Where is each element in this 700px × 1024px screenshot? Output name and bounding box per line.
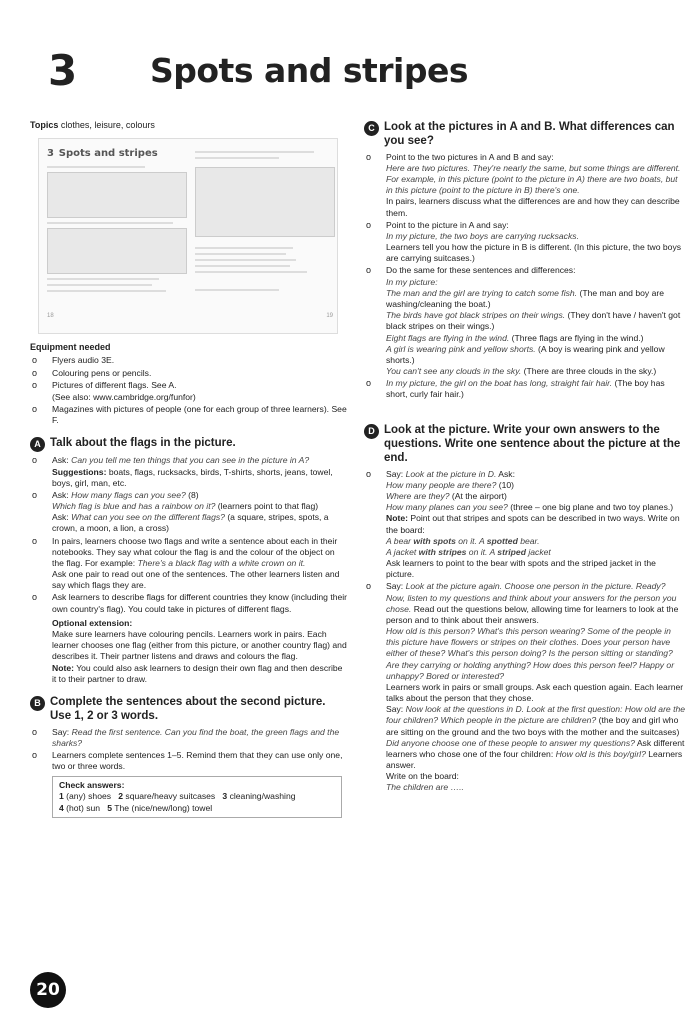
page-thumbnail: 3 Spots and stripes 18 19 — [38, 138, 338, 334]
section-d: D Look at the picture. Write your own answers to the questions. Write one sentence about the picture at the end. o Say: Look at the picture in D. Ask: How many people are there? (10) Where are they? (At the airport) How many planes can you see? (three – one big plane and two toy planes.) Note: Point out that stripes and spots can be described in two ways. Write on the board: A bear with spots on it. A spotted bear. A jacket with stripes on it. A striped jacket Ask learners to point to the bear with spots and the striped jacket in the picture. o Say: Look at the picture again. Choose one person in the picture. Ready? Now, listen to my questions and think about your answers for the person you chose. Read out the questions below, allowing time for learners to look at the person and to think about their answers. How old is this person? What's this person wearing? Some of the people in this picture have flowers or stripes on their clothes. Does your person have either of these? What's this person doing? Is the person sitting or standing? Are they carrying or holding anything? How does this person feel? Happy or unhappy? Bored or interested? Learners work in pairs or small groups. Ask each question again. Each learner talks about the person that they chose. Say: Now look at the questions in D. Look at the first question: How old are the four children? Which people in the picture are children? (the boy and girl who are sitting on the ground and the two boys with the mother and the suitcases) Did anyone choose one of these people to answer my questions? Ask different learners who chose one of the four children: How old is this boy/girl? Learners answer. Write on the board: The children are ….. — [364, 423, 686, 794]
section-a-title: Talk about the flags in the picture. — [50, 437, 236, 450]
section-d-title: Look at the picture. Write your own answers to the questions. Write one sentence about the picture at the end. — [384, 423, 681, 465]
check-answers-box: Check answers: 1 (any) shoes 2 square/heavy suitcases 3 cleaning/washing 4 (hot) sun 5 The (nice/new/long) towel — [52, 776, 342, 818]
unit-title: Spots and stripes — [150, 51, 468, 90]
section-b-badge: B — [30, 696, 45, 711]
equipment-list: o Flyers audio 3E. o Colouring pens or pencils. o Pictures of different flags. See A. (See also: www.cambridge.org/funfor) o Magazines with pictures of people (one for each group of three learners). See F. — [30, 355, 348, 426]
section-c: C Look at the pictures in A and B. What differences can you see? o Point to the two pictures in A and B and say: Here are two pictures. They're nearly the same, but some things are different. For example, in this picture (point to the picture in A) there are two boats, but in this picture (point to the picture in B) there's one. In pairs, learners discuss what the differences are and how they can describe them. o Point to the picture in A and say: In my picture, the two boys are carrying rucksacks. Learners tell you how the picture in B is different. (In this picture, the two boys are carrying suitcases.) o Do the same for these sentences and differences: In my picture: The man and the girl are trying to catch some fish. (The man and boy are washing/cleaning the boat.) The birds have got black stripes on their wings. (They don't have / haven't got black stripes on their wings.) Eight flags are flying in the wind. (Three flags are flying in the wind.) A girl is wearing pink and yellow shorts. (A boy is wearing pink and yellow shorts.) You can't see any clouds in the sky. (There are three clouds in the sky.) o In my picture, the girl on the boat has long, straight fair hair. (The boy has short, curly fair hair.) — [364, 120, 686, 401]
equipment-heading: Equipment needed — [30, 341, 111, 352]
section-b: B Complete the sentences about the second picture. Use 1, 2 or 3 words. o Say: Read the first sentence. Can you find the boat, the green flags and the sharks? o Learners complete sentences 1–5. Remind them that they can use only one, two or three words. Check answers: 1 (any) shoes 2 square/heavy suitcases 3 cleaning/washing 4 (hot) sun 5 The (nice/new/long) towel — [30, 695, 348, 818]
right-column — [364, 120, 686, 795]
section-b-title: Complete the sentences about the second picture. Use 1, 2 or 3 words. — [50, 695, 326, 723]
section-a-badge: A — [30, 437, 45, 452]
unit-number: 3 — [48, 46, 77, 95]
topics: Topics clothes, leisure, colours — [30, 120, 155, 130]
section-a: A Talk about the flags in the picture. o Ask: Can you tell me ten things that you can see in the picture in A? Suggestions: boats, flags, rucksacks, birds, T-shirts, shorts, jeans, towel, boys, girl, man, etc. o Ask: How many flags can you see? (8) Which flag is blue and has a rainbow on it? (learners point to that flag) Ask: What can you see on the different flags? (a square, stripes, spots, a crown, a moon, a lion, a cross) o In pairs, learners choose two flags and write a sentence about each in their notebooks. They say what colour the flag is and the colour of the object on the flag. For example: There's a black flag with a white crown on it. Ask one pair to read out one of the sentences. The other learners listen and say which flags they are. o Ask learners to describe flags for different countries they know (including their own country's flag). You could take in pictures of different flags. Optional extension: Make sure learners have colouring pencils. Learners work in pairs. Each learner chooses one flag (either from this picture, or another country flag) and describes it. Their partner listens and draws and colours the flag. Note: You could also ask learners to design their own flag and then describe it to their partner to draw. — [30, 436, 348, 684]
page-number: 20 — [30, 972, 66, 1008]
left-column — [30, 120, 348, 818]
section-c-badge: C — [364, 121, 379, 136]
section-d-badge: D — [364, 424, 379, 439]
section-c-title: Look at the pictures in A and B. What differences can you see? — [384, 121, 675, 148]
